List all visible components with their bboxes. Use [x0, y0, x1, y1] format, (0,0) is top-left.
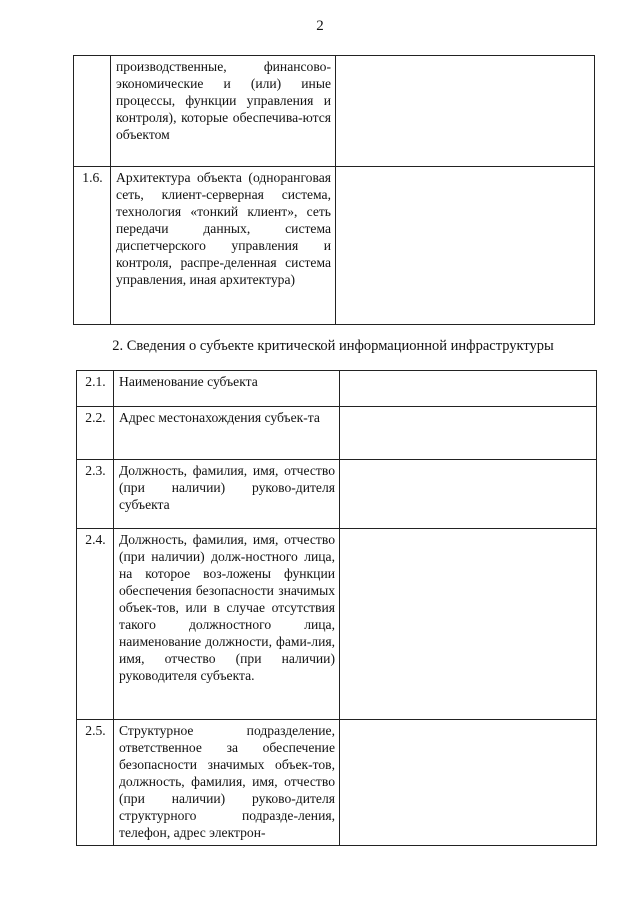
table-row [77, 460, 597, 529]
subject-info-table [76, 370, 597, 846]
row-number: 2.2. [77, 407, 114, 460]
row-number: 2.3. [77, 460, 114, 529]
row-description: Наименование субъекта [114, 371, 340, 407]
object-info-table [73, 55, 595, 325]
row-number [74, 56, 111, 167]
table-row [74, 56, 595, 167]
row-number: 1.6. [74, 167, 111, 325]
row-value-cell[interactable] [340, 407, 597, 460]
table-row [77, 720, 597, 846]
row-description: Адрес местонахождения субъек-та [114, 407, 340, 460]
row-value-cell[interactable] [340, 720, 597, 846]
row-description: производственные, финансово-экономические и (или) иные процессы, функции управления и контроля), которые обеспечива-ются объектом [111, 56, 336, 167]
row-description: Должность, фамилия, имя, отчество (при наличии) руково-дителя субъекта [114, 460, 340, 529]
section-heading: 2. Сведения о субъекте критической информационной инфраструктуры [112, 338, 554, 354]
row-value-cell[interactable] [340, 460, 597, 529]
page-number: 2 [316, 18, 324, 34]
row-description: Должность, фамилия, имя, отчество (при наличии) долж-ностного лица, на которое воз-ложены функции обеспечения безопасности значимых объек-тов, или в случае отсутствия такого должностного лица, наименование должности, фами-лия, имя, отчество (при наличии) руководителя субъекта. [114, 529, 340, 720]
row-value-cell[interactable] [336, 56, 595, 167]
table-row [77, 529, 597, 720]
row-number: 2.4. [77, 529, 114, 720]
row-value-cell[interactable] [336, 167, 595, 325]
table-row [77, 407, 597, 460]
table-row [77, 371, 597, 407]
row-number: 2.5. [77, 720, 114, 846]
row-value-cell[interactable] [340, 529, 597, 720]
row-description: Архитектура объекта (одноранговая сеть, клиент-серверная система, технология «тонкий клиент», сеть передачи данных, система диспетчерского управления и контроля, распре-деленная система управления, иная архитектура) [111, 167, 336, 325]
row-value-cell[interactable] [340, 371, 597, 407]
row-number: 2.1. [77, 371, 114, 407]
row-description: Структурное подразделение, ответственное за обеспечение безопасности значимых объек-тов, должность, фамилия, имя, отчество (при наличии) руково-дителя структурного подразде-ления, телефон, адрес электрон- [114, 720, 340, 846]
table-row [74, 167, 595, 325]
